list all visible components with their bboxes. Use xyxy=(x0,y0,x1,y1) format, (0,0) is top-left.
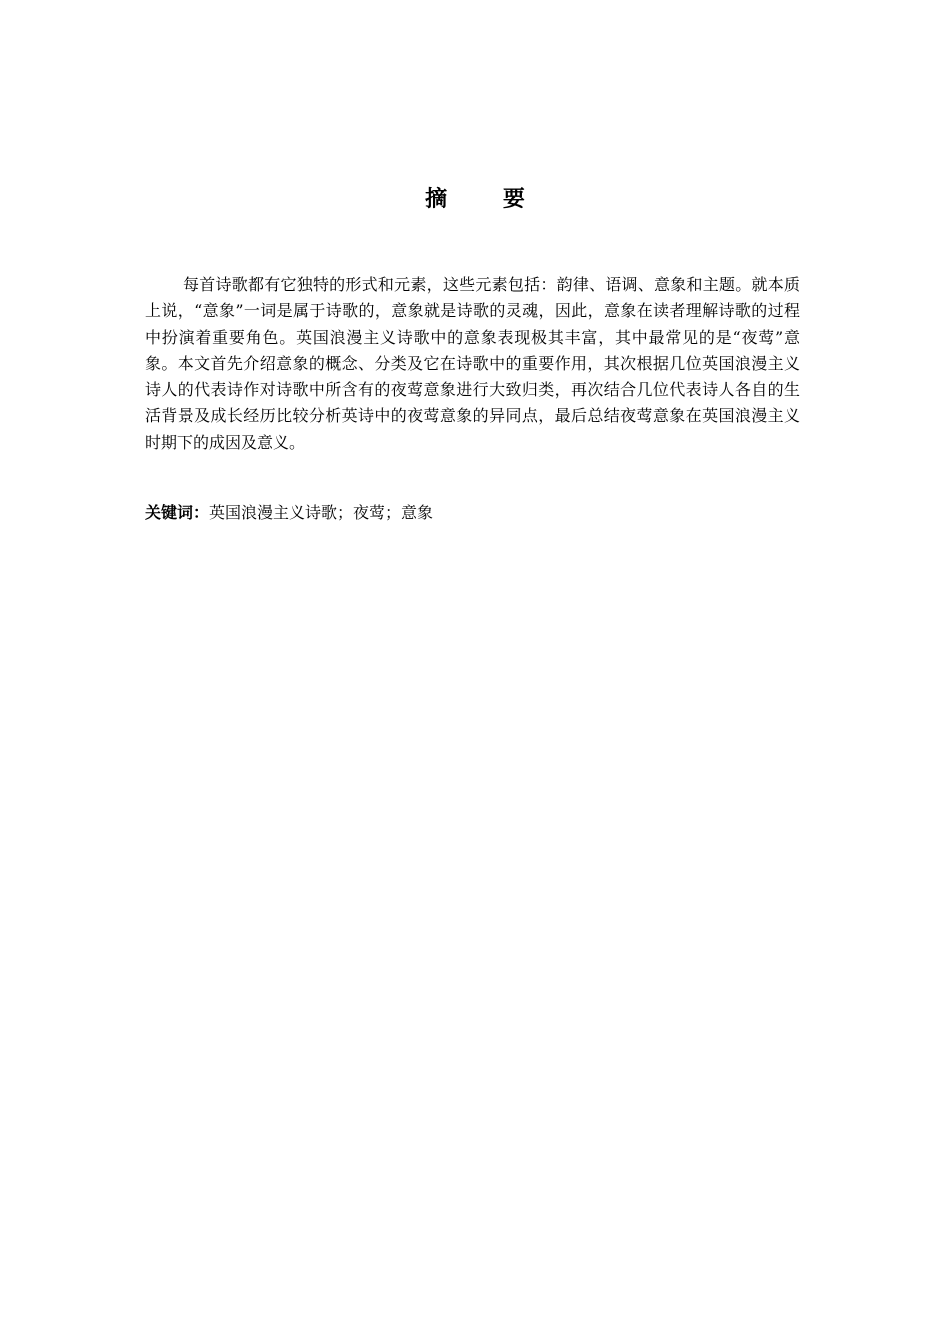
abstract-body: 每首诗歌都有它独特的形式和元素，这些元素包括：韵律、语调、意象和主题。就本质上说，“意象”一词是属于诗歌的，意象就是诗歌的灵魂，因此，意象在读者理解诗歌的过程中扮演着重要角色。英国浪漫主义诗歌中的意象表现极其丰富，其中最常见的是“夜莺”意象。本文首先介绍意象的概念、分类及它在诗歌中的重要作用，其次根据几位英国浪漫主义诗人的代表诗作对诗歌中所含有的夜莺意象进行大致归类，再次结合几位代表诗人各自的生活背景及成长经历比较分析英诗中的夜莺意象的异同点，最后总结夜莺意象在英国浪漫主义时期下的成因及意义。 xyxy=(145,275,800,452)
abstract-title: 摘 要 xyxy=(425,187,549,212)
keywords-label: 关键词： xyxy=(145,503,210,522)
keywords-line xyxy=(145,500,800,526)
keywords-text: 英国浪漫主义诗歌；夜莺；意象 xyxy=(209,503,434,522)
